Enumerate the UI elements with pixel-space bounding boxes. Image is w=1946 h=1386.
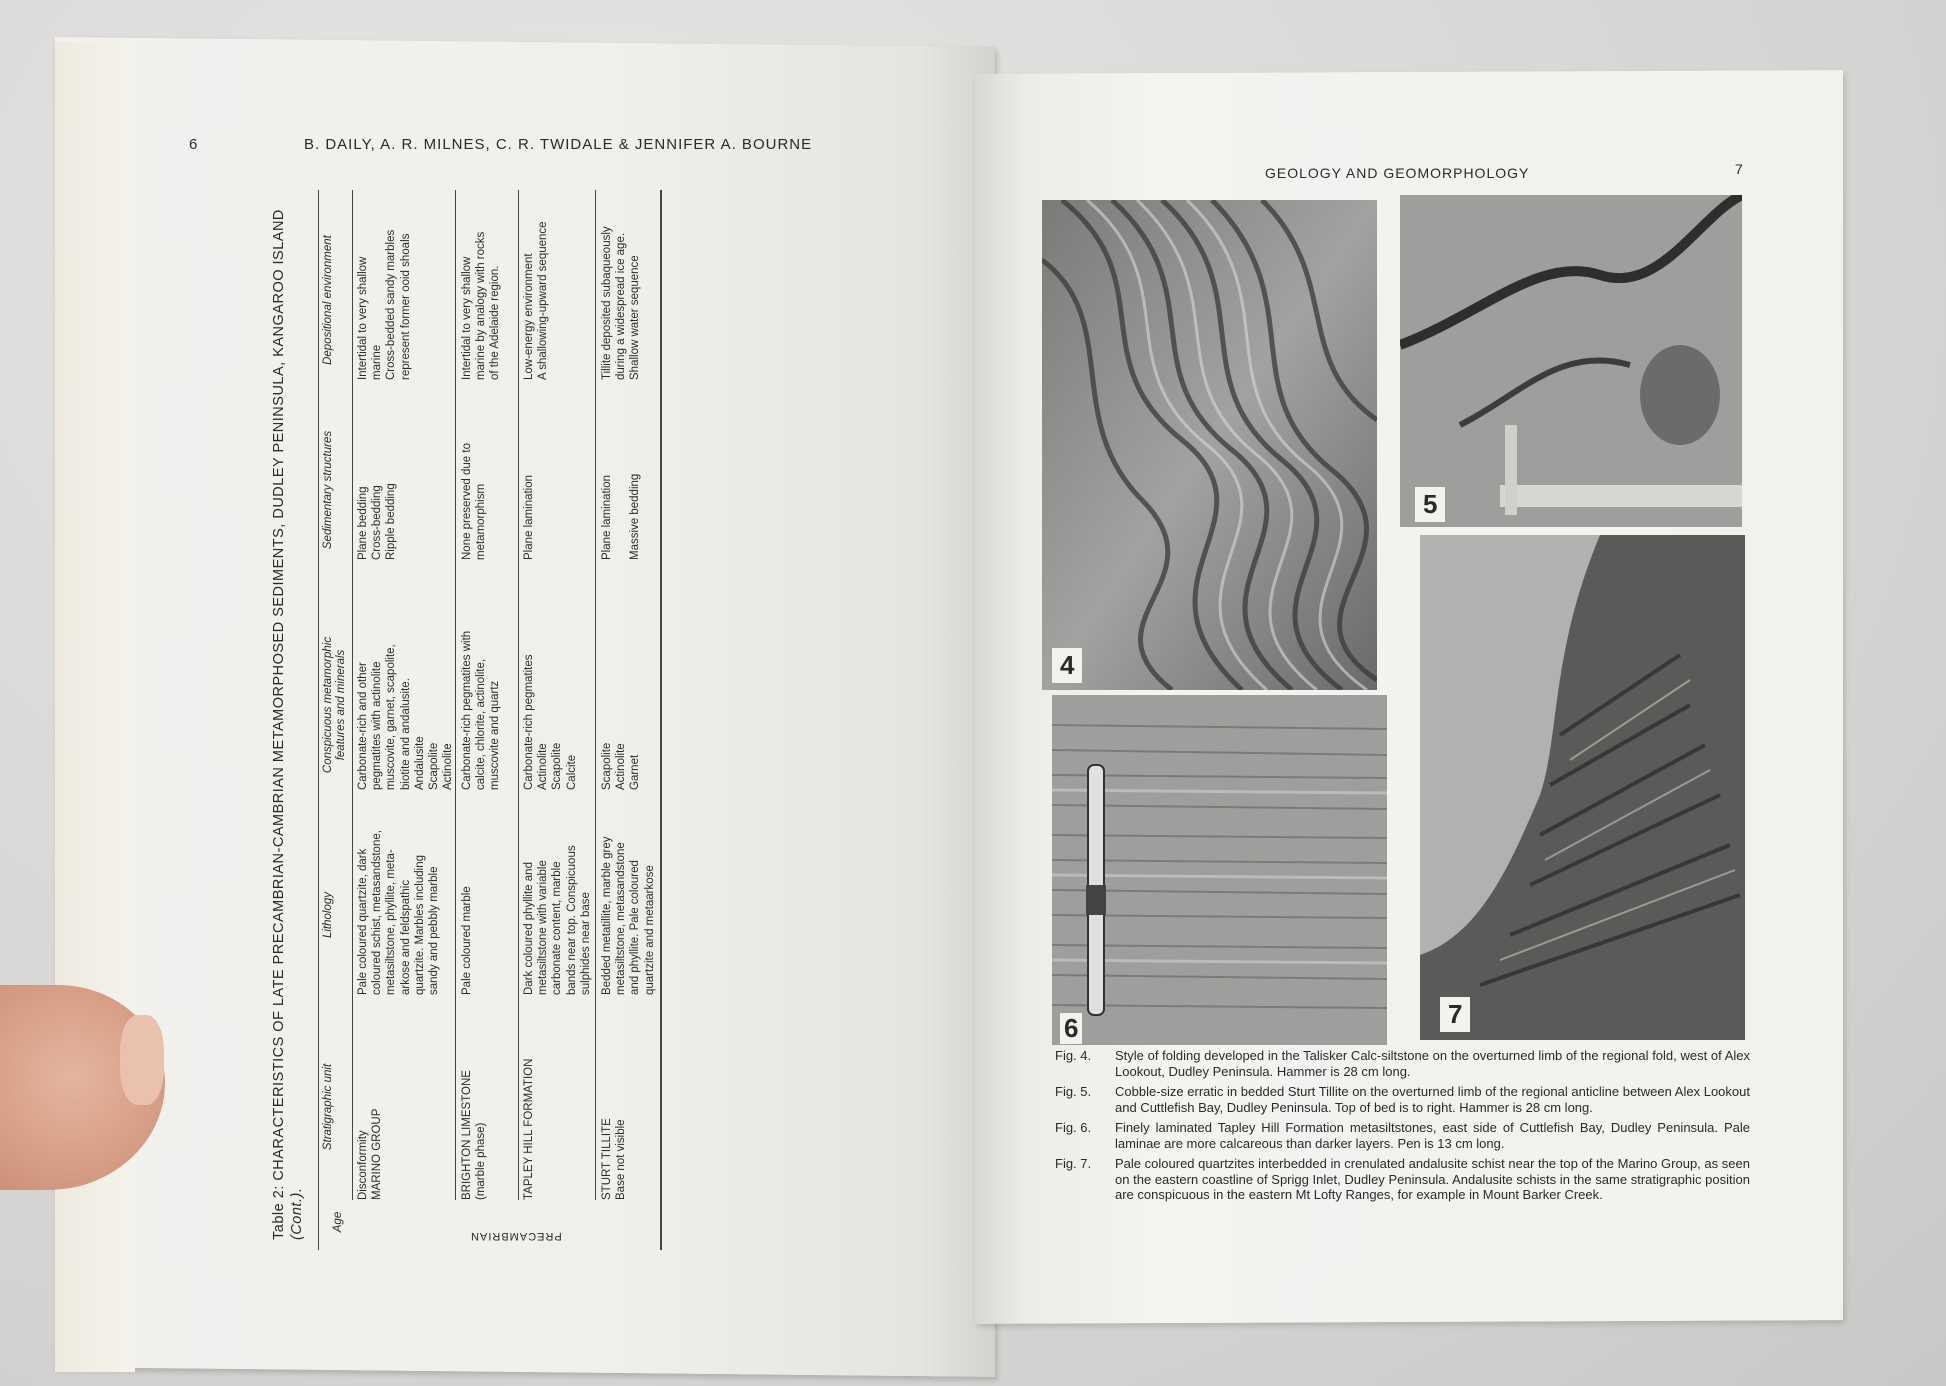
figure-6-number: 6	[1060, 1013, 1082, 1044]
row-divider	[595, 190, 596, 1200]
cell-lithology: Dark coloured phyllite and metasiltstone with variable carbonate content, marble bands near top. Conspicuous sulphides near base	[523, 845, 592, 995]
left-running-head: B. DAILY, A. R. MILNES, C. R. TWIDALE & JENNIFER A. BOURNE	[304, 136, 813, 153]
cell-sedimentary: None preserved due to metamorphism	[461, 443, 488, 560]
caption-text: Cobble-size erratic in bedded Sturt Tillite on the overturned limb of the regional anticline between Alex Lookout and Cuttlefish Bay, Dudley Peninsula. Top of bed is to right. Hammer is 28 cm long.	[1115, 1084, 1750, 1115]
table-bottom-rule	[660, 190, 662, 1250]
rotated-table	[270, 180, 670, 1260]
header-sedimentary: Sedimentary structures	[322, 430, 334, 550]
cell-unit: TAPLEY HILL FORMATION	[523, 1058, 535, 1200]
figure-6-photo	[1052, 695, 1387, 1045]
header-lithology: Lithology	[322, 891, 334, 939]
table-caption-cont: (Cont.).	[289, 1187, 305, 1240]
thumb-nail	[120, 1015, 164, 1105]
figure-4-number: 4	[1052, 648, 1082, 683]
caption-label: Fig. 7.	[1055, 1156, 1092, 1171]
header-depositional: Depositional environment	[322, 235, 334, 365]
caption-fig-6	[1055, 1120, 1750, 1151]
cell-unit: BRIGHTON LIMESTONE (marble phase)	[461, 1070, 488, 1200]
cell-environment: Intertidal to very shallow marine Cross-bedded sandy marbles represent former ooid shoals	[357, 229, 412, 380]
row-divider	[518, 190, 519, 1200]
caption-label: Fig. 5.	[1055, 1084, 1092, 1099]
cliff-hammer-photo-icon	[1400, 195, 1742, 527]
cell-sedimentary: Plane lamination Massive bedding	[601, 473, 642, 560]
cell-metamorphic: Carbonate-rich and other pegmatites with actinolite muscovite, garnet, scapolite, biotite and andalusite. Andalusite Scapolite Actinolite	[357, 644, 455, 790]
left-page-number: 6	[189, 136, 198, 153]
table-header-rule	[352, 190, 353, 1200]
figure-5-number: 5	[1415, 487, 1445, 522]
header-stratigraphic-unit: Stratigraphic unit	[322, 1063, 334, 1151]
cell-unit: Disconformity MARINO GROUP	[357, 1108, 384, 1200]
caption-fig-7	[1055, 1156, 1750, 1203]
figure-captions	[1055, 1048, 1750, 1203]
cell-lithology: Bedded metatillite, marble grey metasiltstone, metasandstone and phyllite. Pale coloured quartzite and metaarkose	[601, 836, 656, 995]
laminated-rock-pen-photo-icon	[1052, 695, 1387, 1045]
table-top-rule	[318, 190, 319, 1250]
header-metamorphic: Conspicuous metamorphic features and minerals	[322, 636, 347, 774]
caption-text: Pale coloured quartzites interbedded in crenulated andalusite schist near the top of the Marino Group, as seen on the eastern coastline of Sprigg Inlet, Dudley Peninsula. Andalusite schists in the same stratigraphic position are conspicuous in the eastern Mt Lofty Ranges, for example in Mount Barker Creek.	[1115, 1156, 1750, 1202]
figure-7-number: 7	[1440, 997, 1470, 1032]
caption-text: Style of folding developed in the Talisker Calc-siltstone on the overturned limb of the regional fold, west of Alex Lookout, Dudley Peninsula. Hammer is 28 cm long.	[1115, 1048, 1750, 1079]
caption-label: Fig. 4.	[1055, 1048, 1092, 1063]
row-divider	[455, 190, 456, 1200]
cell-environment: Low-energy environment A shallowing-upward sequence	[523, 221, 550, 380]
caption-fig-5	[1055, 1084, 1750, 1115]
cell-unit: STURT TILLITE Base not visible	[601, 1118, 628, 1200]
table-caption	[270, 200, 306, 1240]
folded-rock-photo-icon	[1042, 200, 1377, 690]
cell-environment: Intertidal to very shallow marine by analogy with rocks of the Adelaide region.	[461, 231, 502, 380]
cell-sedimentary: Plane bedding Cross-bedding Ripple bedding	[357, 483, 398, 560]
figure-4-photo	[1042, 200, 1377, 690]
cell-metamorphic: Scapolite Actinolite Garnet	[601, 742, 642, 790]
figure-5-photo	[1400, 195, 1742, 527]
coastal-cliff-photo-icon	[1420, 535, 1745, 1040]
cell-environment: Tillite deposited subaqueously during a widespread ice age. Shallow water sequence	[601, 226, 642, 380]
figure-7-photo	[1420, 535, 1745, 1040]
age-label-precambrian: PRECAMBRIAN	[470, 1230, 562, 1242]
right-running-head: GEOLOGY AND GEOMORPHOLOGY	[1265, 165, 1530, 181]
caption-fig-4	[1055, 1048, 1750, 1079]
cell-sedimentary: Plane lamination	[523, 474, 535, 560]
right-page-number: 7	[1735, 161, 1743, 177]
cell-lithology: Pale coloured quartzite, dark coloured schist, metasandstone, metasiltstone, phyllite, meta- arkose and feldspathic quartzite. Marbles including sandy and pebbly marble	[357, 830, 441, 995]
table-caption-text: Table 2: CHARACTERISTICS OF LATE PRECAMBRIAN-CAMBRIAN METAMORPHOSED SEDIMENTS, DUDLEY PENINSULA, KANGAROO ISLAND	[271, 209, 287, 1240]
cell-lithology: Pale coloured marble	[461, 886, 473, 995]
cell-metamorphic: Carbonate-rich pegmatites with calcite, chlorite, actinolite, muscovite and quartz	[461, 630, 502, 790]
caption-text: Finely laminated Tapley Hill Formation metasiltstones, east side of Cuttlefish Bay, Dudley Peninsula. Pale laminae are more calcareous than darker layers. Pen is 13 cm long.	[1115, 1120, 1750, 1151]
cell-metamorphic: Carbonate-rich pegmatites Actinolite Scapolite Calcite	[523, 654, 578, 790]
caption-label: Fig. 6.	[1055, 1120, 1092, 1135]
header-age: Age	[332, 1211, 344, 1233]
